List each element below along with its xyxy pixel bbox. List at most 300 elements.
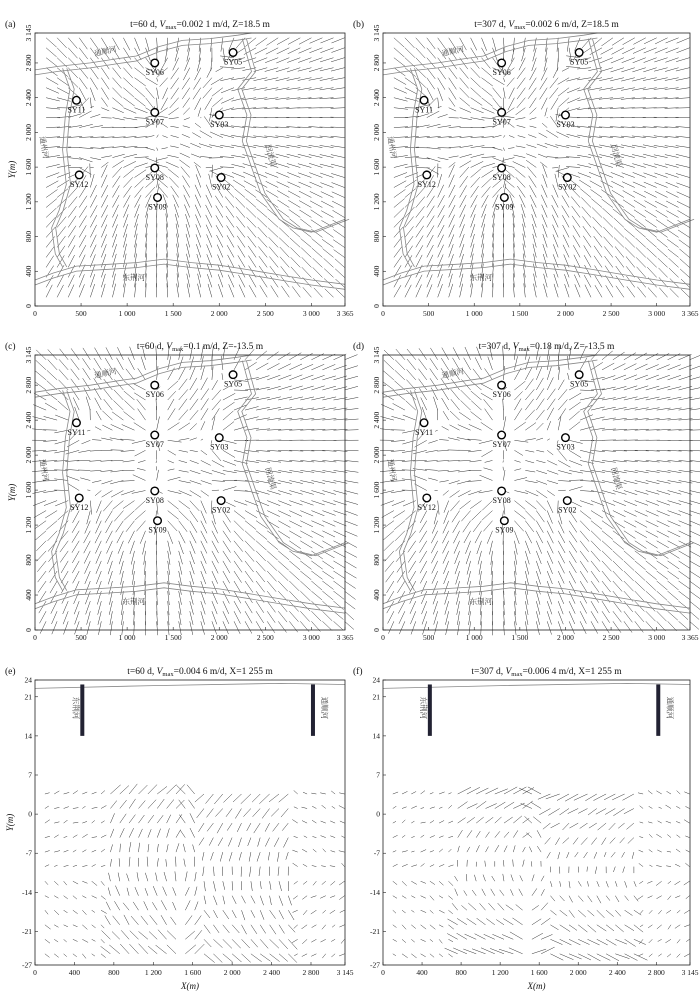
vector-arrow	[546, 130, 558, 137]
vector-arrow	[139, 931, 148, 939]
vector-arrow	[613, 541, 624, 550]
vector-arrow	[461, 905, 467, 910]
vector-arrow	[246, 208, 256, 218]
vector-arrow	[402, 791, 408, 794]
vector-arrow	[87, 621, 91, 635]
vector-arrow	[101, 821, 105, 823]
x-tick-label: 3 365	[681, 633, 699, 642]
y-tick-label: 2 400	[24, 411, 33, 429]
vector-arrow	[506, 905, 514, 910]
vector-arrow	[44, 416, 58, 420]
vector-arrow	[221, 98, 234, 104]
river-name-south: 东荆河	[469, 272, 493, 282]
vector-arrow	[340, 910, 345, 912]
vector-arrow	[580, 561, 588, 573]
vector-arrow	[427, 235, 434, 247]
vector-arrow	[236, 216, 245, 227]
vector-arrow	[560, 881, 561, 887]
vector-arrow	[594, 256, 602, 268]
vector-arrow	[322, 805, 326, 808]
vector-arrow	[513, 816, 522, 823]
vector-arrow	[540, 78, 548, 90]
vector-arrow	[312, 925, 317, 928]
well-label: SY12	[70, 502, 89, 512]
vector-arrow	[235, 809, 241, 819]
vector-arrow	[334, 521, 347, 526]
x-tick-label: 2 500	[602, 633, 620, 642]
vector-arrow	[311, 375, 324, 380]
vector-arrow	[312, 820, 316, 823]
vector-arrow	[269, 794, 279, 802]
well-label: SY11	[67, 427, 86, 437]
vector-arrow	[232, 925, 239, 933]
vector-arrow	[549, 88, 558, 99]
vector-arrow	[270, 266, 278, 277]
vector-arrow	[294, 954, 298, 956]
vector-arrow	[330, 910, 335, 913]
vector-arrow	[574, 794, 588, 800]
vector-arrow	[193, 845, 195, 853]
x-tick-label: 1 500	[511, 309, 529, 318]
vector-arrow	[311, 521, 324, 527]
vector-arrow	[179, 470, 189, 472]
vector-arrow	[523, 833, 530, 838]
vector-arrow	[529, 98, 536, 108]
vector-arrow	[441, 388, 448, 400]
vector-arrow	[251, 910, 255, 918]
vector-arrow	[486, 847, 489, 853]
vector-arrow	[536, 581, 540, 594]
vector-arrow	[190, 450, 198, 451]
vector-arrow	[258, 227, 267, 237]
panel-letter: (a)	[5, 20, 16, 30]
well-marker	[217, 497, 225, 505]
vector-arrow	[657, 386, 671, 390]
vector-arrow	[394, 58, 405, 67]
vector-arrow	[123, 903, 129, 910]
vector-arrow	[46, 58, 57, 67]
vector-arrow	[223, 611, 229, 624]
vector-arrow	[168, 511, 179, 520]
vector-arrow	[54, 881, 58, 885]
vector-arrow	[431, 388, 438, 400]
vector-arrow	[66, 450, 80, 454]
vector-arrow	[569, 531, 577, 543]
vector-arrow	[439, 910, 445, 913]
vector-arrow	[482, 187, 491, 198]
vector-arrow	[313, 267, 323, 277]
vector-arrow	[418, 359, 426, 370]
vector-arrow	[405, 226, 414, 237]
vector-arrow	[525, 531, 532, 543]
vector-arrow	[136, 521, 145, 532]
vector-arrow	[486, 804, 497, 809]
vector-arrow	[218, 838, 223, 846]
x-tick-label: 1 200	[144, 968, 162, 977]
vector-arrow	[92, 481, 101, 483]
vector-arrow	[609, 823, 616, 830]
vector-arrow	[394, 199, 405, 208]
vector-arrow	[233, 794, 242, 802]
vector-arrow	[388, 621, 394, 633]
vector-arrow	[484, 468, 493, 471]
vector-arrow	[92, 440, 101, 441]
vector-arrow	[182, 134, 190, 137]
vector-arrow	[102, 411, 112, 420]
vector-arrow	[234, 426, 247, 430]
vector-arrow	[242, 954, 251, 963]
vector-arrow	[216, 68, 223, 72]
vector-arrow	[48, 531, 58, 541]
vector-arrow	[212, 380, 218, 390]
vector-arrow	[537, 846, 541, 852]
vector-arrow	[250, 867, 251, 877]
vector-arrow	[569, 881, 570, 888]
vector-arrow	[207, 823, 213, 831]
vector-arrow	[270, 276, 278, 288]
y-tick-label: 2 000	[24, 446, 33, 464]
vector-arrow	[135, 98, 146, 107]
vector-arrow	[120, 800, 127, 808]
vector-arrow	[183, 68, 190, 80]
vector-arrow	[148, 785, 157, 794]
vector-arrow	[74, 591, 80, 604]
vector-arrow	[231, 155, 245, 157]
vector-arrow	[384, 541, 394, 551]
vector-arrow	[45, 820, 50, 823]
vector-arrow	[111, 460, 124, 461]
vector-arrow	[232, 896, 236, 904]
vector-arrow	[569, 470, 583, 473]
vector-arrow	[35, 371, 46, 380]
vector-arrow	[109, 873, 111, 881]
vector-arrow	[536, 388, 544, 400]
vector-arrow	[300, 581, 310, 591]
vector-arrow	[289, 511, 302, 517]
vector-arrow	[96, 551, 102, 564]
vector-arrow	[176, 830, 181, 838]
vector-arrow	[220, 852, 223, 861]
vector-arrow	[612, 48, 624, 55]
vector-arrow	[536, 378, 543, 390]
vector-arrow	[634, 881, 636, 887]
vector-arrow	[92, 850, 96, 852]
vector-arrow	[430, 896, 434, 901]
vector-arrow	[427, 284, 432, 297]
vector-arrow	[79, 216, 86, 228]
vector-arrow	[679, 571, 690, 579]
well-label: SY08	[145, 172, 164, 182]
vector-arrow	[345, 470, 359, 472]
vector-arrow	[613, 571, 622, 581]
vector-arrow	[573, 226, 580, 238]
vector-arrow	[514, 501, 525, 510]
vector-arrow	[467, 847, 470, 852]
vector-arrow	[427, 124, 441, 127]
vector-arrow	[190, 423, 197, 430]
vector-arrow	[168, 423, 180, 431]
vector-arrow	[667, 791, 672, 794]
vector-arrow	[130, 931, 139, 940]
vector-arrow	[245, 541, 255, 551]
vector-arrow	[112, 167, 121, 177]
vector-arrow	[323, 249, 334, 258]
vector-arrow	[640, 806, 644, 809]
vector-arrow	[481, 422, 493, 430]
vector-arrow	[311, 581, 322, 590]
vector-arrow	[61, 571, 68, 583]
vector-arrow	[79, 48, 88, 59]
vector-arrow	[212, 601, 217, 614]
vector-arrow	[104, 389, 113, 400]
vector-arrow	[223, 470, 237, 472]
vector-arrow	[257, 208, 268, 217]
vector-arrow	[502, 158, 514, 161]
vector-arrow	[558, 400, 567, 411]
vector-arrow	[597, 881, 599, 887]
vector-arrow	[320, 68, 334, 71]
vector-arrow	[431, 541, 437, 553]
vector-arrow	[276, 172, 289, 177]
vector-arrow	[434, 621, 437, 635]
vector-arrow	[339, 881, 344, 885]
y-tick-label: 2 800	[24, 54, 34, 72]
y-tick-label: 1 600	[24, 481, 33, 499]
vector-arrow	[517, 78, 525, 89]
vector-arrow	[176, 814, 182, 823]
vector-arrow	[616, 256, 624, 267]
vector-arrow	[542, 185, 548, 198]
vector-arrow	[385, 551, 394, 561]
vector-arrow	[300, 210, 312, 218]
vector-arrow	[231, 68, 245, 69]
vector-arrow	[584, 852, 588, 858]
vector-arrow	[64, 954, 67, 957]
vector-arrow	[227, 823, 232, 831]
vector-arrow	[448, 865, 453, 867]
vector-arrow	[157, 135, 159, 138]
x-tick-label: 400	[416, 968, 428, 977]
vector-arrow	[258, 838, 261, 847]
vector-arrow	[536, 561, 541, 574]
vector-arrow	[463, 521, 471, 533]
vector-arrow	[559, 98, 570, 107]
vector-arrow	[72, 521, 79, 533]
vector-arrow	[105, 916, 111, 925]
vector-arrow	[580, 823, 588, 828]
vector-arrow	[310, 38, 323, 44]
vector-arrow	[558, 389, 567, 400]
vector-arrow	[135, 68, 146, 77]
vector-arrow	[90, 501, 91, 515]
vector-arrow	[82, 806, 85, 808]
vector-arrow	[416, 226, 424, 238]
vector-arrow	[591, 611, 598, 623]
vector-arrow	[610, 78, 624, 81]
vector-arrow	[416, 216, 424, 227]
vector-arrow	[345, 591, 356, 599]
vector-arrow	[320, 896, 326, 899]
vector-arrow	[613, 809, 624, 816]
vector-arrow	[45, 865, 49, 867]
vector-arrow	[517, 98, 526, 108]
vector-arrow	[96, 561, 101, 574]
vector-arrow	[394, 208, 404, 218]
vector-arrow	[234, 521, 244, 531]
y-tick-label: -21	[22, 926, 32, 936]
y-tick-label: 21	[24, 692, 32, 702]
vector-arrow	[160, 78, 168, 87]
vector-arrow	[129, 815, 135, 824]
vector-arrow	[302, 954, 307, 957]
vector-arrow	[656, 220, 668, 228]
vector-arrow	[256, 561, 265, 571]
y-tick-label: -21	[370, 926, 380, 936]
vector-arrow	[279, 794, 289, 802]
vector-arrow	[214, 794, 223, 804]
vector-arrow	[625, 896, 629, 901]
vector-arrow	[195, 195, 201, 208]
well-marker	[498, 431, 506, 439]
vector-arrow	[514, 531, 519, 544]
vector-arrow	[482, 511, 492, 520]
vector-arrow	[646, 353, 658, 359]
vector-arrow	[277, 191, 289, 198]
vector-arrow	[513, 860, 514, 867]
vector-arrow	[575, 852, 579, 857]
vector-arrow	[635, 611, 644, 622]
vector-arrow	[558, 521, 564, 534]
vector-arrow	[394, 88, 407, 94]
vector-arrow	[646, 581, 656, 591]
vector-arrow	[649, 806, 653, 808]
vector-arrow	[393, 896, 397, 899]
vector-arrow	[525, 410, 535, 420]
vector-arrow	[602, 521, 613, 529]
vector-arrow	[521, 803, 532, 808]
vector-arrow	[123, 118, 137, 120]
vector-arrow	[95, 541, 101, 554]
vector-arrow	[73, 850, 76, 852]
vector-arrow	[669, 258, 679, 267]
vector-arrow	[156, 873, 158, 882]
vector-arrow	[419, 348, 427, 360]
vector-arrow	[256, 491, 269, 495]
vector-arrow	[234, 501, 247, 506]
vector-arrow	[493, 98, 502, 109]
vector-arrow	[288, 182, 301, 188]
vector-arrow	[409, 571, 416, 583]
vector-arrow	[657, 397, 671, 400]
vector-arrow	[427, 196, 435, 208]
well-marker	[498, 381, 506, 389]
vector-arrow	[157, 78, 158, 82]
vector-arrow	[464, 531, 471, 543]
vector-arrow	[245, 417, 259, 420]
vector-arrow	[40, 621, 46, 633]
vector-arrow	[613, 511, 626, 517]
vector-arrow	[435, 430, 438, 431]
vector-arrow	[658, 821, 662, 823]
well-marker	[217, 174, 225, 182]
vector-arrow	[54, 954, 59, 958]
vector-arrow	[290, 248, 300, 258]
vector-arrow	[536, 423, 543, 430]
vector-arrow	[289, 611, 298, 622]
vector-arrow	[421, 581, 427, 594]
vector-arrow	[585, 265, 592, 277]
vector-arrow	[590, 181, 602, 188]
vector-arrow	[665, 939, 671, 943]
vector-arrow	[387, 581, 394, 593]
vector-arrow	[157, 417, 160, 431]
vector-arrow	[597, 939, 608, 945]
vector-arrow	[222, 373, 223, 380]
y-tick-label: 800	[24, 554, 33, 566]
vector-arrow	[167, 785, 177, 794]
vector-arrow	[438, 235, 444, 248]
vector-arrow	[278, 611, 287, 622]
vector-arrow	[471, 88, 481, 97]
vector-arrow	[558, 380, 564, 390]
vector-arrow	[439, 881, 443, 885]
vector-arrow	[657, 239, 668, 248]
vector-arrow	[443, 491, 449, 496]
vector-arrow	[624, 397, 638, 400]
vector-arrow	[405, 48, 415, 58]
vector-arrow	[195, 944, 205, 954]
vector-arrow	[341, 836, 344, 838]
vector-arrow	[421, 910, 427, 912]
vector-arrow	[448, 939, 453, 942]
vector-arrow	[644, 173, 657, 178]
vector-arrow	[635, 531, 647, 538]
vector-arrow	[287, 58, 300, 63]
vector-arrow	[558, 571, 564, 584]
vector-arrow	[613, 364, 626, 370]
vector-arrow	[169, 177, 179, 187]
vector-arrow	[64, 925, 68, 927]
vector-arrow	[438, 205, 445, 217]
vector-arrow	[597, 896, 601, 904]
vector-arrow	[223, 925, 230, 933]
vector-arrow	[238, 246, 245, 258]
well-marker	[215, 111, 223, 119]
vector-arrow	[96, 511, 101, 524]
vector-arrow	[591, 531, 601, 541]
vector-arrow	[217, 823, 223, 833]
panel-title: t=307 d, $V_{max}=0.006$ 4 m/d, X=1 255 m	[471, 667, 622, 678]
vector-arrow	[231, 164, 245, 167]
vector-arrow	[636, 247, 646, 257]
well-label: SY07	[145, 440, 164, 450]
vector-arrow	[416, 48, 425, 58]
vector-arrow	[288, 191, 300, 198]
vector-arrow	[245, 601, 252, 613]
y-tick-label: 0	[28, 809, 32, 819]
vector-arrow	[591, 838, 597, 845]
vector-arrow	[666, 910, 671, 913]
vector-arrow	[135, 108, 148, 113]
velocity-field	[393, 787, 690, 961]
x-axis-label: X(m)	[527, 981, 546, 991]
vector-arrow	[72, 388, 80, 400]
vector-arrow	[486, 817, 494, 823]
vector-arrow	[439, 925, 443, 927]
vector-arrow	[438, 168, 442, 169]
vector-arrow	[294, 925, 298, 929]
x-tick-label: 2 000	[210, 309, 228, 318]
